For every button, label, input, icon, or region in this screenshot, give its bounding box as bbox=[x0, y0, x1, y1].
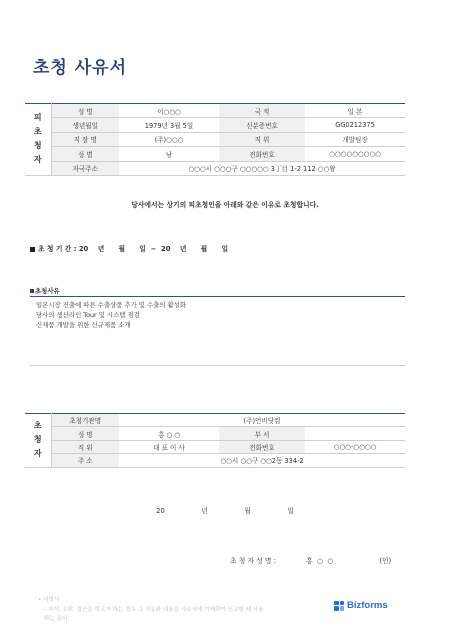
logo-text: Bizforms bbox=[347, 600, 388, 611]
field-label: 신분증번호 bbox=[219, 118, 305, 132]
invitation-period bbox=[30, 243, 228, 253]
signature-name: 홍 ○ ○ bbox=[306, 557, 334, 565]
reason-header-text: 초청사유 bbox=[35, 287, 60, 295]
inviter-side-text: 초 청 자 bbox=[33, 421, 42, 459]
reason-line: 당사의 생산라인 Tour 및 시스템 점검 bbox=[36, 311, 140, 319]
reason-line: 일본시장 진출에 따른 수출상품 추가 및 수출의 활성화 bbox=[36, 301, 187, 309]
field-value: GG0212375 bbox=[305, 118, 405, 132]
bizforms-logo bbox=[334, 600, 388, 611]
field-label: 전화번호 bbox=[219, 440, 305, 453]
period-text: 초 청 기 간 : 20 년 월 일 ~ 20 년 월 일 bbox=[38, 245, 229, 253]
address-label: 주 소 bbox=[51, 454, 119, 467]
logo-mark-icon bbox=[334, 601, 344, 611]
signature-label: 초 청 자 성 명 : bbox=[230, 557, 276, 565]
signature-line bbox=[230, 555, 391, 565]
field-label: 성 명 bbox=[51, 104, 119, 118]
org-value: (주)언비닷컴 bbox=[119, 414, 405, 427]
field-value bbox=[305, 427, 405, 440]
field-value: 이○○○ bbox=[119, 104, 219, 118]
invitation-statement: 당사에서는 상기의 피초청인을 아래와 같은 이유로 초청합니다. bbox=[131, 201, 319, 209]
table-row bbox=[25, 440, 405, 453]
inviter-table bbox=[25, 413, 405, 468]
invitee-side-label bbox=[25, 104, 51, 176]
note-bullet: • 서명서 bbox=[38, 597, 60, 603]
reason-box bbox=[30, 296, 405, 366]
inviter-side-label bbox=[25, 414, 51, 468]
table-row bbox=[25, 118, 405, 132]
invitee-side-text: 피 초 청 자 bbox=[33, 113, 42, 165]
address-label: 자국주소 bbox=[51, 161, 119, 175]
reason-header bbox=[30, 286, 60, 295]
square-bullet-icon bbox=[30, 289, 34, 293]
field-label: 부 서 bbox=[219, 427, 305, 440]
field-label: 성 명 bbox=[51, 427, 119, 440]
field-value: 홍 ○ ○ bbox=[119, 427, 219, 440]
field-label: 직 위 bbox=[219, 132, 305, 146]
field-label: 직 장 명 bbox=[51, 132, 119, 146]
field-value: (주)○○○ bbox=[119, 132, 219, 146]
field-value: 개발팀장 bbox=[305, 132, 405, 146]
table-row bbox=[25, 132, 405, 146]
field-value: ○○○○○○○○○ bbox=[305, 147, 405, 161]
table-row bbox=[25, 414, 405, 427]
field-value: 남 bbox=[119, 147, 219, 161]
field-value: 1979년 3월 5일 bbox=[119, 118, 219, 132]
invitee-table bbox=[25, 103, 405, 176]
signature-seal: (인) bbox=[379, 557, 392, 565]
square-bullet-icon bbox=[30, 247, 35, 252]
table-row bbox=[25, 147, 405, 161]
table-row bbox=[25, 427, 405, 440]
field-label: 생년월일 bbox=[51, 118, 119, 132]
address-value: ○○○시 ○○○구 ○○○○○ 3丁目 1-2 112 ○○왕 bbox=[119, 161, 405, 175]
document-title: 초청 사유서 bbox=[33, 58, 128, 78]
table-row bbox=[25, 454, 405, 467]
reason-line: 신제품 개발을 위한 신규제품 소개 bbox=[36, 321, 131, 329]
footer-note bbox=[38, 596, 264, 625]
field-label: 직 위 bbox=[51, 440, 119, 453]
document-date: 20 년 월 일 bbox=[156, 507, 294, 515]
field-value: 일 본 bbox=[305, 104, 405, 118]
field-label: 성 별 bbox=[51, 147, 119, 161]
address-value: ○○시 ○○구 ○○2동 334-2 bbox=[119, 454, 405, 467]
note-line: 하는 문서. bbox=[44, 616, 70, 622]
field-label: 전화번호 bbox=[219, 147, 305, 161]
table-row bbox=[25, 104, 405, 118]
table-row bbox=[25, 161, 405, 175]
field-value: 대 표 이 사 bbox=[119, 440, 219, 453]
field-label: 국 적 bbox=[219, 104, 305, 118]
field-value: ○○○-○○○○ bbox=[305, 440, 405, 453]
org-label: 초청기관명 bbox=[51, 414, 119, 427]
note-line: - 지각, 조퇴, 결근을 하고자 하는 경우 그 사유와 내용을 사유서에 기재하여 신고할 때 사용 bbox=[44, 606, 264, 613]
